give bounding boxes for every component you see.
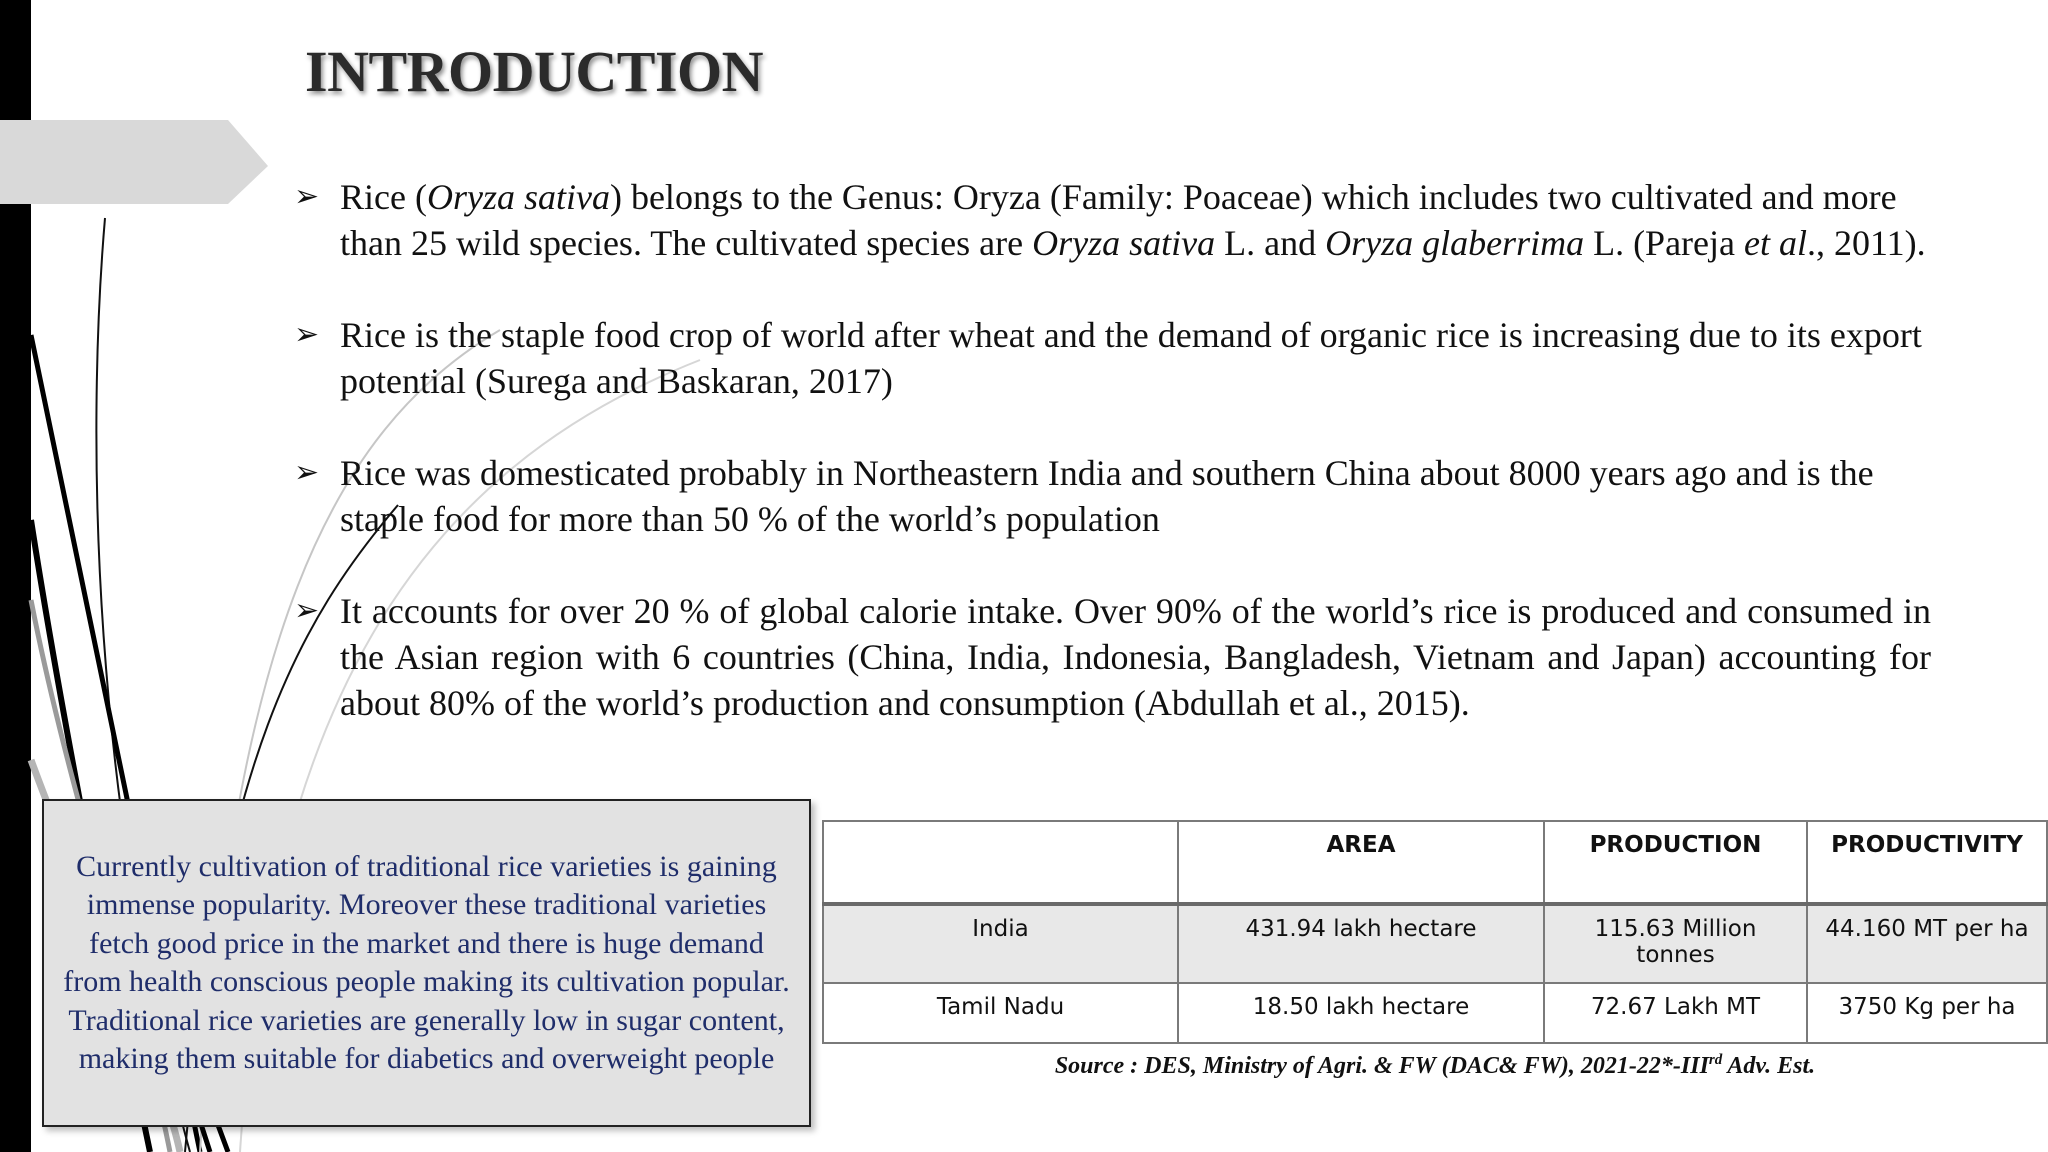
bullet-list	[294, 174, 1931, 772]
table-header-area: AREA	[1178, 821, 1544, 904]
table-header-productivity: PRODUCTIVITY	[1807, 821, 2047, 904]
arrow-bullet-icon: ➢	[294, 455, 320, 490]
traditional-varieties-note	[42, 799, 811, 1127]
cell-production: 72.67 Lakh MT	[1544, 983, 1807, 1043]
table-header-row	[823, 821, 2047, 904]
bullet-domestication: ➢ Rice was domesticated probably in Northeastern India and southern China about 8000 years ago and is the staple food for more than 50 % of the world’s population	[294, 450, 1931, 542]
cell-production: 115.63 Million tonnes	[1544, 904, 1807, 983]
cell-region: Tamil Nadu	[823, 983, 1178, 1043]
rice-statistics-table	[822, 820, 2048, 1044]
cell-area: 431.94 lakh hectare	[1178, 904, 1544, 983]
note-text: Currently cultivation of traditional rice varieties is gaining immense popularity. Moreover these traditional varieties fetch good price in the market and there is huge demand from health conscious people making its cultivation popular. Traditional rice varieties are generally low in sugar content, making them suitable for diabetics and overweight people	[63, 849, 790, 1075]
table-header-region	[823, 821, 1178, 904]
table-header-production: PRODUCTION	[1544, 821, 1807, 904]
arrow-bullet-icon: ➢	[294, 593, 320, 628]
cell-region: India	[823, 904, 1178, 983]
bullet-calorie-intake: ➢ It accounts for over 20 % of global calorie intake. Over 90% of the world’s rice is produced and consumed in the Asian region with 6 countries (China, India, Indonesia, Bangladesh, Vietnam and Japan) accounting for about 80% of the world’s production and consumption (Abdullah et al., 2015).	[294, 588, 1931, 726]
cell-area: 18.50 lakh hectare	[1178, 983, 1544, 1043]
slide-title: INTRODUCTION	[305, 39, 764, 104]
source-citation: Source : DES, Ministry of Agri. & FW (DAC& FW), 2021-22*-IIIrd Adv. Est.	[1054, 1052, 1816, 1079]
arrow-bullet-icon: ➢	[294, 317, 320, 352]
title-arrow-shape	[0, 120, 268, 204]
bullet-staple-food: ➢ Rice is the staple food crop of world after wheat and the demand of organic rice is increasing due to its export potential (Surega and Baskaran, 2017)	[294, 312, 1931, 404]
cell-productivity: 44.160 MT per ha	[1807, 904, 2047, 983]
left-accent-bar	[0, 0, 31, 1152]
table-row	[823, 904, 2047, 983]
bullet-rice-taxonomy: ➢ Rice (Oryza sativa) belongs to the Genus: Oryza (Family: Poaceae) which includes two cultivated and more than 25 wild species. The cultivated species are Oryza sativa L. and Oryza glaberrima L. (Pareja et al., 2011).	[294, 174, 1931, 266]
arrow-bullet-icon: ➢	[294, 179, 320, 214]
cell-productivity: 3750 Kg per ha	[1807, 983, 2047, 1043]
table-row	[823, 983, 2047, 1043]
